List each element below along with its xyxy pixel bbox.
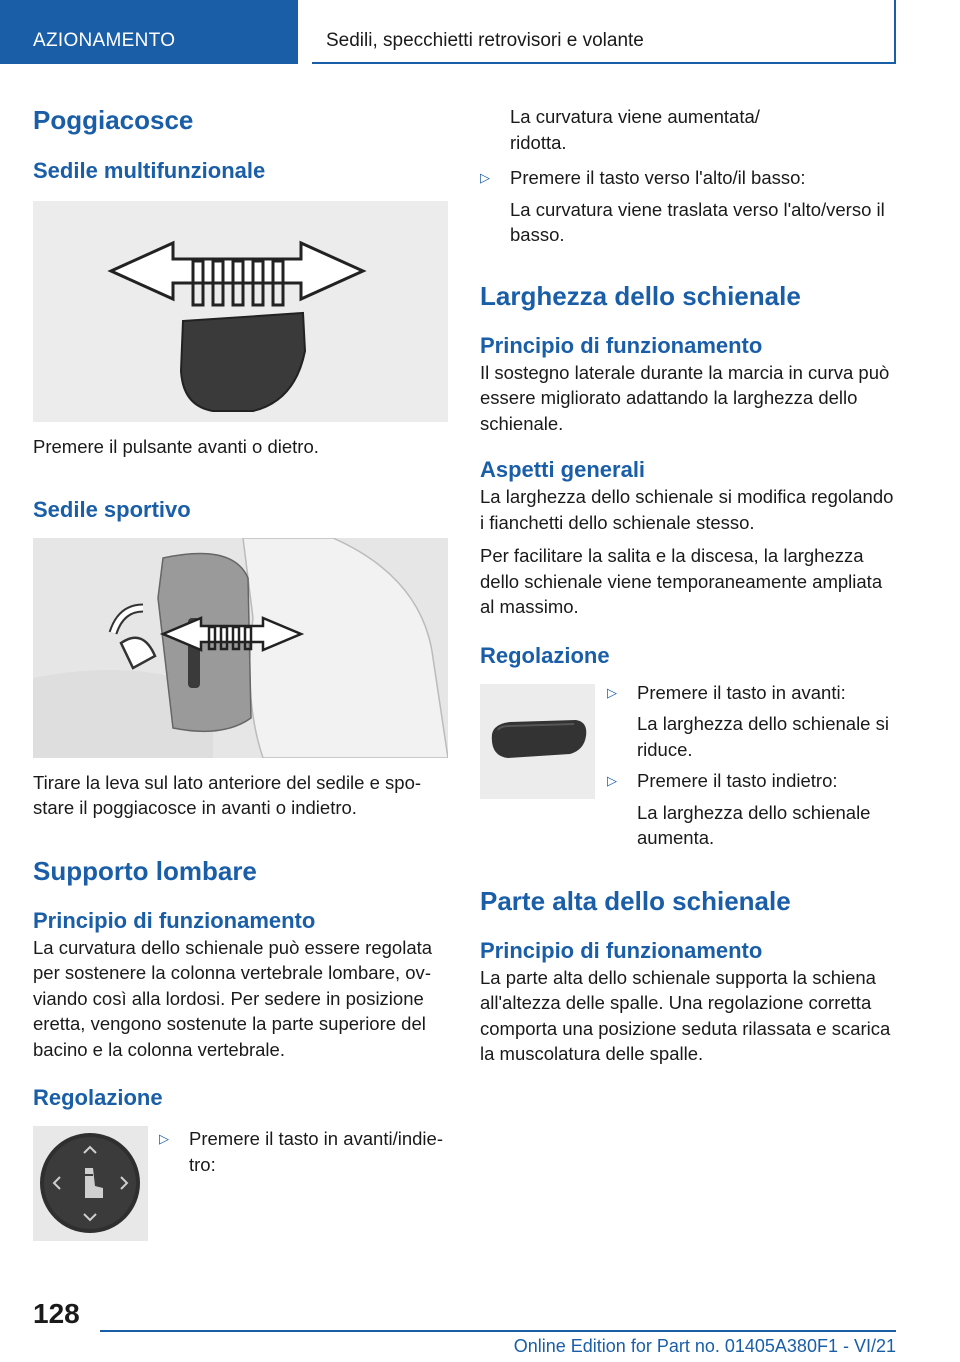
header-chapter-label: Sedili, specchietti retrovisori e volante: [326, 30, 644, 51]
section-title-backrest-width: Larghezza dello schienale: [480, 280, 801, 311]
lumbar-bullet-2: [480, 165, 900, 191]
lumbar-switch-illustration: [33, 1126, 148, 1241]
width-bullet-1: [607, 680, 900, 706]
width-switch-image: [480, 684, 595, 799]
sport-seat-illustration: [33, 538, 448, 758]
lumbar-bullet-1-text: Premere il tasto in avanti/indietro:: [189, 1128, 443, 1175]
lumbar-switch-image: [33, 1126, 148, 1241]
bullet-triangle-icon: ▷: [607, 773, 617, 788]
bullet-triangle-icon: ▷: [607, 684, 617, 700]
multifunction-seat-image: [33, 201, 448, 422]
subsection-title-width-principle: Principio di funzionamento: [480, 332, 763, 358]
width-adjust-row: [480, 681, 900, 851]
subsection-title-sport-seat: Sedile sportivo: [33, 496, 191, 522]
width-bullet-1-result: La larghezza dello schienale si riduce.: [637, 713, 889, 760]
subsection-title-width-adjust: Regolazione: [480, 642, 610, 668]
upper-principle-text: La parte alta dello schienale supporta la schiena all'altezza delle spalle. Una regolazione corretta comporta una posizione seduta rilassata e scarica la muscolatura delle spalle.: [480, 966, 891, 1064]
subsection-title-multifunction-seat: Sedile multifunzionale: [33, 158, 266, 183]
width-bullet-2-text: Premere il tasto indietro:: [637, 770, 838, 791]
lumbar-bullet-1-result: La curvatura viene aumentata/ ridotta.: [510, 106, 760, 153]
width-bullets: [607, 681, 900, 851]
bullet-triangle-icon: ▷: [159, 1131, 169, 1146]
subsection-title-upper-principle: Principio di funzionamento: [480, 937, 763, 963]
footer-edition: Online Edition for Part no. 01405A380F1 - VI/21: [513, 1336, 896, 1356]
header-chapter-tab: [312, 0, 896, 64]
right-column: [480, 100, 900, 1067]
width-general-text-2: Per facilitare la salita e la discesa, la larghezza dello schienale viene temporaneamente ampliata al massimo.: [480, 545, 883, 617]
width-principle-text: Il sostegno laterale durante la marcia in curva può essere migliorato adattando la larghezza dello schienale.: [480, 361, 890, 434]
subsection-title-lumbar-principle: Principio di funzionamento: [33, 907, 316, 933]
section-title-upper-backrest: Parte alta dello schienale: [480, 885, 791, 916]
footer-divider: [100, 1330, 896, 1332]
sport-seat-caption: Tirare la leva sul lato anteriore del sedile e spostare il poggiacosce in avanti o indietro.: [33, 771, 422, 818]
header-section-tab: [0, 0, 298, 64]
subsection-title-width-general: Aspetti generali: [480, 457, 646, 482]
section-title-lumbar-support: Supporto lombare: [33, 855, 257, 886]
left-column: [33, 100, 448, 1241]
width-bullet-1-text: Premere il tasto in avanti:: [637, 681, 846, 703]
bullet-triangle-icon: ▷: [480, 170, 490, 185]
width-switch-illustration: [480, 684, 595, 799]
lumbar-bullets: [159, 1126, 448, 1241]
section-title-thigh-support: Poggiacosce: [33, 105, 194, 135]
width-bullet-2-result: La larghezza dello schienale aumenta.: [637, 801, 871, 848]
lumbar-adjust-row: [33, 1126, 448, 1241]
page-number: 128: [33, 1298, 80, 1329]
sport-seat-image: [33, 538, 448, 758]
multifunction-seat-caption: Premere il pulsante avanti o dietro.: [33, 436, 319, 457]
width-general-text-1: La larghezza dello schienale si modifica regolando i fianchetti dello schienale stesso.: [480, 486, 894, 533]
multifunction-button-illustration: [33, 201, 448, 422]
lumbar-bullet-2-text: Premere il tasto verso l'alto/il basso:: [510, 167, 806, 188]
lumbar-bullet-1: [159, 1126, 448, 1177]
subsection-title-lumbar-adjust: Regolazione: [33, 1085, 163, 1110]
width-bullet-2: [607, 768, 900, 794]
lumbar-principle-text: La curvatura dello schienale può essere regolata per sostenere la colonna vertebrale lombare, ovviando così alla lordosi. Per sedere in posizione eretta, vengono sostenute la parte superiore del bacino e la colonna vertebrale.: [33, 936, 433, 1060]
header-section-label: AZIONAMENTO: [33, 30, 176, 51]
lumbar-bullet-2-result: La curvatura viene traslata verso l'alto/verso il basso.: [510, 198, 885, 245]
